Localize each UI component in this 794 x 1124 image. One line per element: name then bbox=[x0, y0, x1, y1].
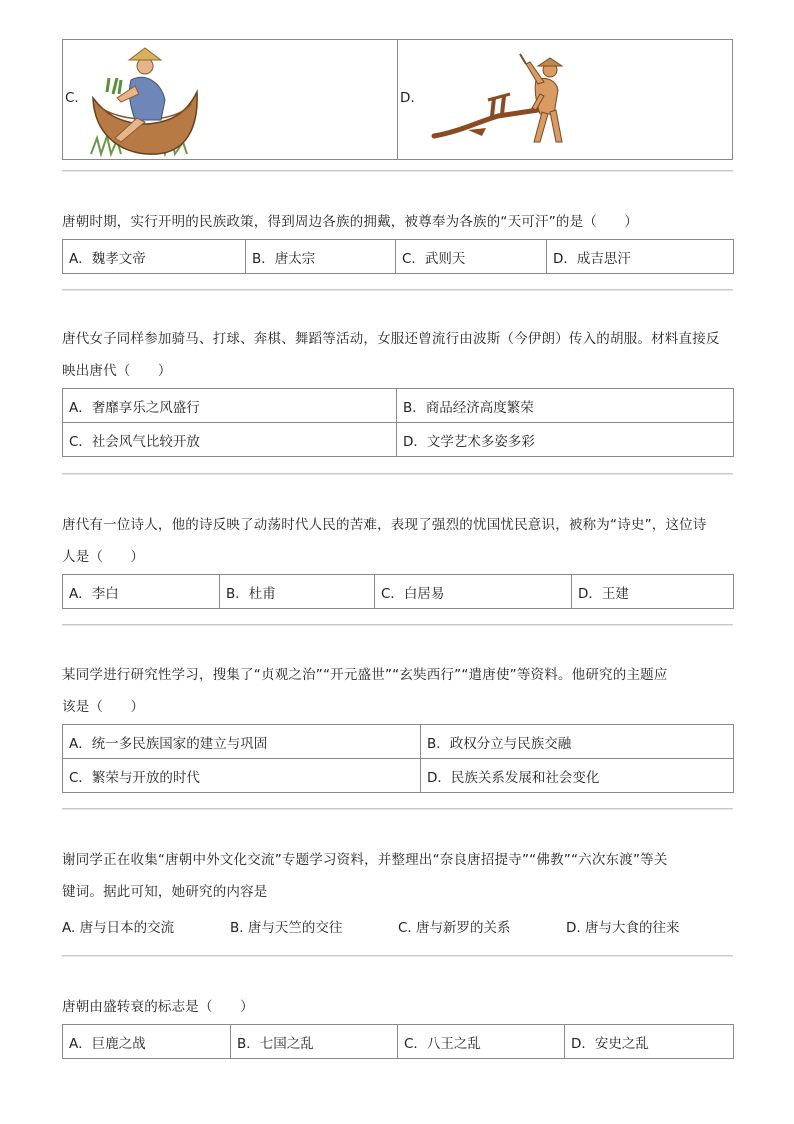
options-table bbox=[62, 388, 734, 457]
farmer-plough-illustration bbox=[428, 50, 588, 150]
divider bbox=[62, 808, 733, 810]
divider bbox=[62, 624, 733, 626]
question-stem-line1: 唐代有一位诗人，他的诗反映了动荡时代人民的苦难，表现了强烈的忧国忧民意识，被称为“诗史”，这位诗 bbox=[62, 517, 707, 533]
option-c[interactable]: C. 唐与新罗的关系 bbox=[398, 920, 511, 936]
question-stem-line2: 该是（ ） bbox=[62, 699, 145, 715]
question-stem-line2: 人是（ ） bbox=[62, 549, 145, 565]
option-b[interactable]: B．杜甫 bbox=[220, 575, 375, 609]
option-a[interactable]: A．李白 bbox=[63, 575, 220, 609]
option-c[interactable]: C．繁荣与开放的时代 bbox=[63, 759, 421, 793]
image-options-table bbox=[62, 39, 733, 160]
divider bbox=[62, 473, 733, 475]
option-c-cell bbox=[63, 40, 398, 160]
option-d[interactable]: D．文学艺术多姿多彩 bbox=[397, 423, 734, 457]
question-stem-line1: 某同学进行研究性学习，搜集了“贞观之治”“开元盛世”“玄奘西行”“遣唐使”等资料。他研究的主题应 bbox=[62, 667, 668, 683]
option-a[interactable]: A．巨鹿之战 bbox=[63, 1025, 231, 1059]
option-d[interactable]: D．安史之乱 bbox=[565, 1025, 734, 1059]
option-d[interactable]: D．成吉思汗 bbox=[547, 240, 734, 274]
question-stem-line1: 唐代女子同样参加骑马、打球、奔棋、舞蹈等活动，女服还曾流行由波斯（今伊朗）传入的胡服。材料直接反 bbox=[62, 331, 720, 347]
option-c[interactable]: C．白居易 bbox=[375, 575, 572, 609]
option-b[interactable]: B．唐太宗 bbox=[246, 240, 396, 274]
question-stem-line2: 键词。据此可知，她研究的内容是 bbox=[62, 884, 268, 900]
option-c-label: C. bbox=[65, 90, 79, 106]
farmer-seedling-boat-illustration bbox=[87, 42, 205, 158]
option-a[interactable]: A．统一多民族国家的建立与巩固 bbox=[63, 725, 421, 759]
option-c[interactable]: C．八王之乱 bbox=[398, 1025, 565, 1059]
option-a[interactable]: A．魏孝文帝 bbox=[63, 240, 246, 274]
divider bbox=[62, 955, 733, 957]
option-a[interactable]: A．奢靡享乐之风盛行 bbox=[63, 389, 397, 423]
option-d[interactable]: D. 唐与大食的往来 bbox=[566, 920, 680, 936]
question-stem-line2: 映出唐代（ ） bbox=[62, 363, 172, 379]
options-table bbox=[62, 1024, 734, 1059]
question-stem: 唐朝时期，实行开明的民族政策，得到周边各族的拥戴，被尊奉为各族的“天可汗”的是（ ） bbox=[62, 214, 639, 230]
option-b[interactable]: B．商品经济高度繁荣 bbox=[397, 389, 734, 423]
option-c[interactable]: C．武则天 bbox=[396, 240, 547, 274]
option-b[interactable]: B．七国之乱 bbox=[231, 1025, 398, 1059]
option-b[interactable]: B. 唐与天竺的交往 bbox=[230, 920, 343, 936]
divider bbox=[62, 289, 733, 291]
divider bbox=[62, 170, 733, 172]
options-table bbox=[62, 574, 734, 609]
option-c[interactable]: C．社会风气比较开放 bbox=[63, 423, 397, 457]
option-b[interactable]: B．政权分立与民族交融 bbox=[421, 725, 734, 759]
option-a[interactable]: A. 唐与日本的交流 bbox=[62, 920, 175, 936]
question-stem: 唐朝由盛转衰的标志是（ ） bbox=[62, 999, 254, 1015]
option-d[interactable]: D．民族关系发展和社会变化 bbox=[421, 759, 734, 793]
options-table bbox=[62, 724, 734, 793]
option-d-cell bbox=[398, 40, 733, 160]
option-d[interactable]: D．王建 bbox=[572, 575, 734, 609]
options-table bbox=[62, 239, 734, 274]
question-stem-line1: 谢同学正在收集“唐朝中外文化交流”专题学习资料，并整理出“奈良唐招提寺”“佛教”“六次东渡”等关 bbox=[62, 852, 668, 868]
option-d-label: D. bbox=[400, 90, 415, 106]
